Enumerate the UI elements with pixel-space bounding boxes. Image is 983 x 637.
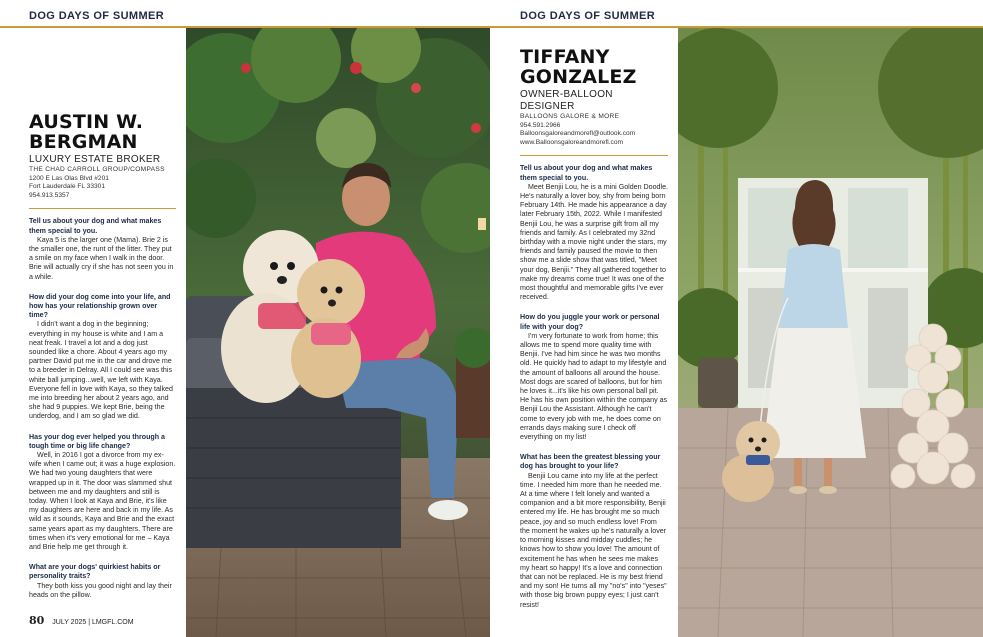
profile-divider: [29, 208, 176, 209]
page-footer: [29, 614, 134, 627]
question: How did your dog come into your life, and how has your relationship grown over time?: [29, 292, 171, 320]
footer-text: JULY 2025 | LMGFL.COM: [52, 619, 134, 626]
profile-website: www.Balloonsgaloreandmorefl.com: [520, 138, 623, 146]
question: Tell us about your dog and what makes them special to you.: [29, 217, 162, 235]
profile-title: LUXURY ESTATE BROKER: [29, 154, 161, 165]
photo-illustration: [678, 28, 983, 637]
answer: Meet Benjii Lou, he is a mini Golden Doodle. He's naturally a lover boy, shy from being born February 14th. He made his appearance a day later February 15th, 2022. While I manifested Benjii Lou, he was a surprise gift from all my friends and family. As I celebrated my 32nd birthday with a movie night under the stars, my friends and family paused the movie to then show me a slide show that was titled, "Meet your dog, Benjii." They all gathered together to make my dreams come true! It was one of the most thoughtful and memorable gifts I've ever received.: [520, 182, 668, 302]
photo-man-with-two-doodles: [186, 28, 490, 637]
left-profile-column: [29, 32, 176, 628]
question: How do you juggle your work or personal life with your dog?: [520, 313, 660, 331]
page-number: 80: [29, 614, 45, 627]
photo-illustration: [186, 28, 490, 637]
profile-company: THE CHAD CARROLL GROUP/COMPASS: [29, 166, 165, 173]
profile-name-line2: BERGMAN: [29, 131, 138, 153]
section-title-left: DOG DAYS OF SUMMER: [29, 10, 165, 22]
question: What are your dogs' quirkiest habits or personality traits?: [29, 563, 161, 581]
answer: Kaya 5 is the larger one (Mama). Brie 2 is the smaller one, the runt of the litter. They put a smile on my face when I walk in the door. Brie will actually cry if she has not seen you in a while.: [29, 235, 174, 281]
profile-address-line2: Fort Lauderdale FL 33301: [29, 183, 106, 191]
answer: They both kiss you good night and lay their heads on the pillow.: [29, 581, 172, 599]
profile-phone: 954.591.2966: [520, 121, 561, 129]
right-profile-column: [520, 32, 668, 628]
profile-name-line2: GONZALEZ: [520, 66, 637, 88]
profile-address-line1: 1200 E Las Olas Blvd #201: [29, 174, 109, 182]
profile-phone: 954.913.5357: [29, 191, 70, 199]
answer: I'm very fortunate to work from home; this allows me to spend more quality time with Benjii. I've had him since he was two months old. He quickly had to adapt to my lifestyle and the amount of balloons all around the house. Most dogs are scared of balloons, but for him he loves it...it's like his own personal ball pit. He has his own position within the company as Benjii Lou the Assistant. Although he can't come to every job with me, he does come on errands days making sure I check off everything on my list!: [520, 331, 668, 442]
question: What has been the greatest blessing your dog has brought to your life?: [520, 453, 661, 471]
profile-title: OWNER-BALLOON DESIGNER: [520, 89, 613, 112]
answer: Well, in 2016 I got a divorce from my ex-wife when I came out; it was a huge explosion. We had two young daughters that were wrapped up in it. The door was slammed shut between me and my daughters and still is today. When I look at Kaya and Brie, it's like my daughters are here and back in my life. As wild as it sounds, Kaya and Brie and the exact same years apart as my daughters. There are times when it's very emotional for me – Kaya and Brie help me get through it.: [29, 451, 176, 552]
answer: Benjii Lou came into my life at the perfect time. I needed him more than he needed me. At a time where I felt lonely and wanted a companion and a bit more responsibility, Benjii entered my life. He has brought me so much peace, joy and so much endless love! From the moment he wakes up he's naturally a lover to morning kisses and midday cuddles; he knows how to show you love! The amount of excitement he has when he sees me makes my heart so happy! It's a love and connection that can not be replaced. He is my best friend and my son! He turns all my "no's" into "yeses" with those big brown puppy eyes; I just can't resist!: [520, 471, 667, 609]
profile-name-line1: AUSTIN W.: [29, 111, 144, 133]
profile-email: Balloonsgaloreandmorefl@outlook.com: [520, 130, 636, 138]
photo-woman-with-doodle-and-balloons: [678, 28, 983, 637]
right-page-header: [491, 0, 983, 28]
question: Has your dog ever helped you through a tough time or big life change?: [29, 432, 165, 450]
left-page-header: [0, 0, 491, 28]
answer: I didn't want a dog in the beginning; everything in my house is white and I am a neat freak. I travel a lot and a dog just sounded like a chore. About 4 years ago my partner David put me in the car and drove me to a breeder in Delray. All I could see was this white ball jumping...well, we left with Kaya. Everyone fell in love with Kaya, so they talked me into breeding her about 2 years ago, and she had 9 puppies. We kept Brie, being the underdog, and I am so glad we did.: [29, 320, 173, 421]
profile-divider: [520, 155, 668, 156]
profile-name-line1: TIFFANY: [520, 46, 610, 68]
section-title-right: DOG DAYS OF SUMMER: [520, 10, 656, 22]
profile-company: BALLOONS GALORE & MORE: [520, 113, 620, 120]
question: Tell us about your dog and what makes them special to you.: [520, 164, 653, 182]
